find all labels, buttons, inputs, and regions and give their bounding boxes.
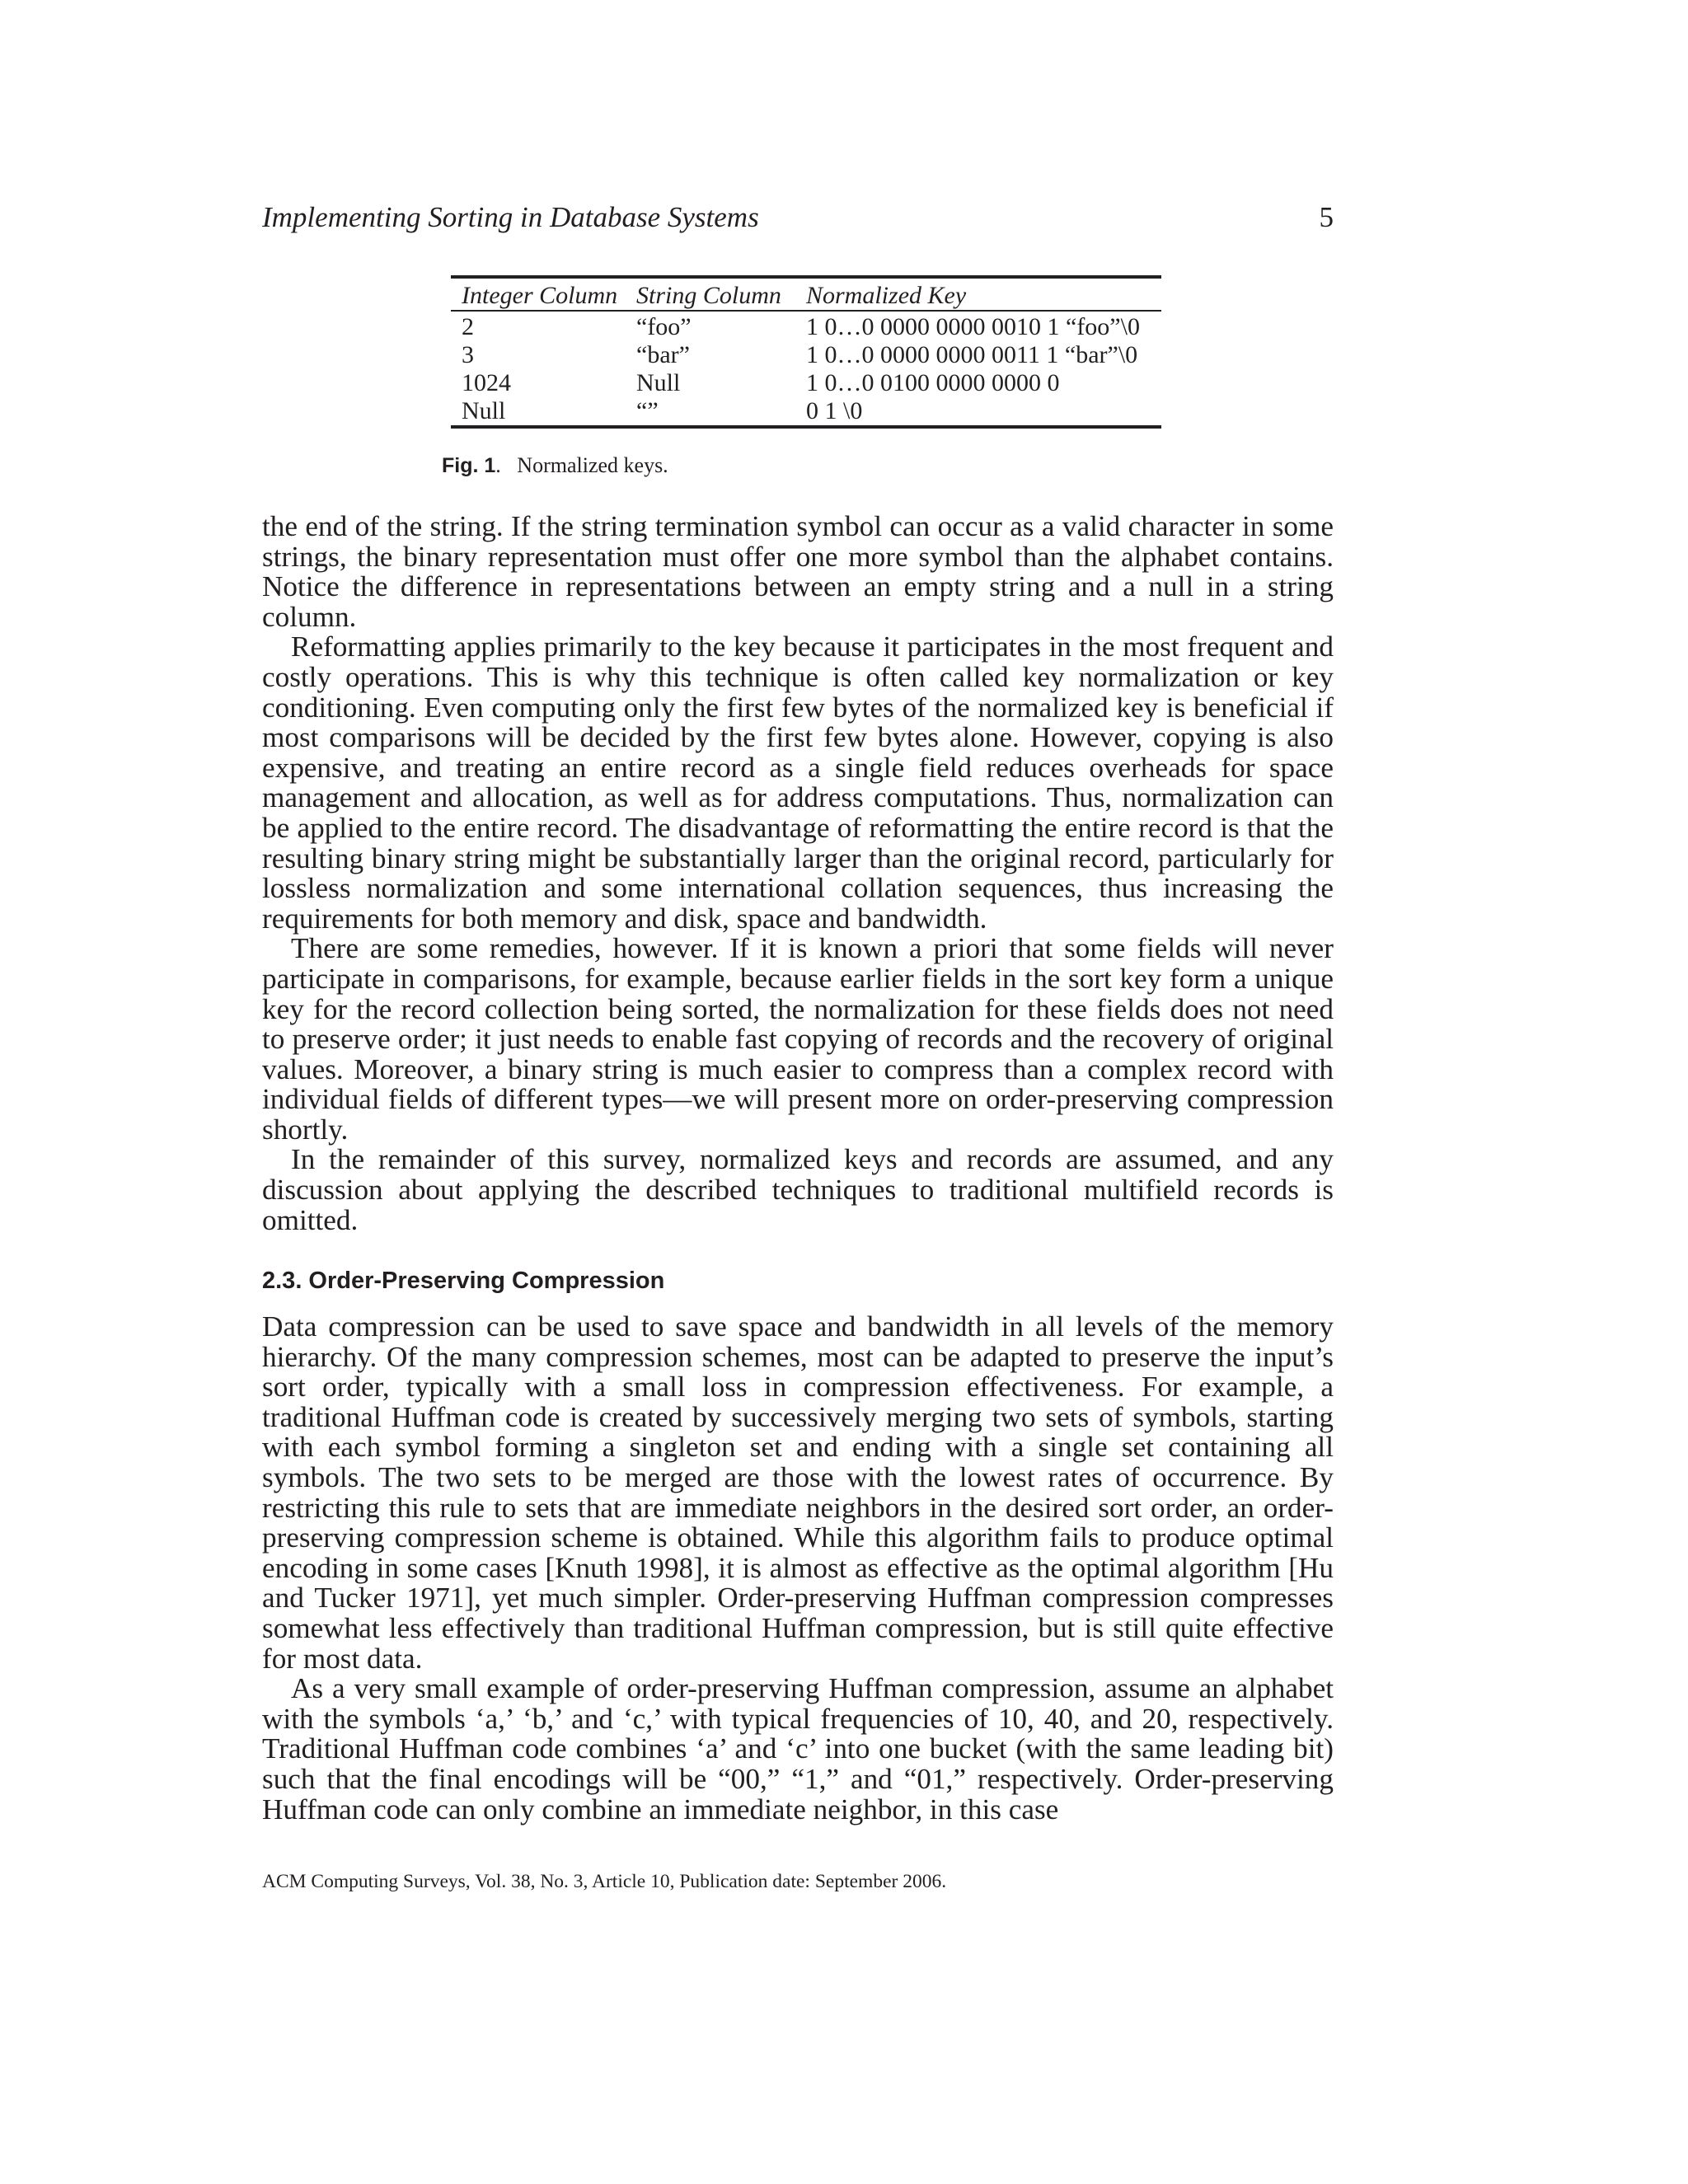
paragraph: There are some remedies, however. If it is known a priori that some fields will never participate in comparisons, for example, because earlier fields in the sort key form a unique key for the record collection being sorted, the normalization for these fields does not need to preserve order; it just needs to enable fast copying of records and the recovery of original values. Moreover, a binary string is much easier to compress than a complex record with individual fields of different types—we will present more on order-preserving compression shortly. — [262, 932, 1334, 1146]
page-number: 5 — [1319, 201, 1334, 233]
normalized-keys-table — [451, 275, 1161, 429]
table-cell: “” — [636, 397, 659, 424]
paragraph: Reformatting applies primarily to the key because it participates in the most frequent and costly operations. This is why this technique is often called key normalization or key conditioning. Even computing only the first few bytes of the normalized key is beneficial if most comparisons will be decided by the first few bytes alone. However, copying is also expensive, and treating an entire record as a single field reduces overheads for space management and allocation, as well as for address computations. Thus, normalization can be applied to the entire record. The disadvantage of reformatting the entire record is that the resulting binary string might be substantially larger than the original record, particularly for lossless normalization and some international collation sequences, thus increasing the requirements for both memory and disk, space and bandwidth. — [262, 630, 1334, 935]
table-cell: Null — [636, 369, 681, 396]
figure-caption-text: Normalized keys. — [517, 453, 668, 477]
table-header-row — [451, 279, 1161, 311]
paragraph: Data compression can be used to save space and bandwidth in all levels of the memory hierarchy. Of the many compression schemes, most can be adapted to preserve the input’s sort order, typically with a small loss in compression effectiveness. For example, a traditional Huffman code is created by successively merging two sets of symbols, starting with each symbol forming a singleton set and ending with a single set containing all symbols. The two sets to be merged are those with the lowest rates of occurrence. By restricting this rule to sets that are immediate neighbors in the desired sort order, an order-preserving compression scheme is obtained. While this algorithm fails to produce optimal encoding in some cases [Knuth 1998], it is almost as effective as the optimal algorithm [Hu and Tucker 1971], yet much simpler. Order-preserving Huffman compression compresses somewhat less effectively than traditional Huffman compression, but is still quite effective for most data. — [262, 1310, 1334, 1675]
paragraph: As a very small example of order-preserving Huffman compression, assume an alphabet with the symbols ‘a,’ ‘b,’ and ‘c,’ with typical frequencies of 10, 40, and 20, respectively. Traditional Huffman code combines ‘a’ and ‘c’ into one bucket (with the same leading bit) such that the final encodings will be “00,” “1,” and “01,” respectively. Order-preserving Huffman code can only combine an immediate neighbor, in this case — [262, 1672, 1334, 1825]
table-row — [451, 341, 1161, 369]
table-cell: “foo” — [636, 313, 692, 340]
table-cell: Null — [462, 397, 506, 424]
table-cell: 1024 — [462, 369, 511, 396]
table-row — [451, 397, 1161, 425]
table-row — [451, 369, 1161, 397]
column-header: Integer Column — [451, 279, 636, 311]
column-header: Normalized Key — [806, 279, 1161, 311]
paragraph: the end of the string. If the string termination symbol can occur as a valid character in some strings, the binary representation must offer one more symbol than the alphabet contains. Notice the difference in representations between an empty string and a null in a string column. — [262, 510, 1334, 633]
figure-label: Fig. 1 — [442, 454, 496, 477]
section-heading: 2.3. Order-Preserving Compression — [262, 1268, 665, 1294]
body-text-lower — [262, 1312, 1334, 1825]
table-cell: 3 — [462, 341, 474, 368]
table-cell: 1 0…0 0000 0000 0010 1 “foo”\0 — [806, 313, 1140, 340]
table-cell: “bar” — [636, 341, 690, 368]
table-cell: 1 0…0 0100 0000 0000 0 — [806, 369, 1060, 396]
table-row — [451, 311, 1161, 341]
paragraph: In the remainder of this survey, normalized keys and records are assumed, and any discussion about applying the described techniques to traditional multifield records is omitted. — [262, 1143, 1334, 1236]
column-header: String Column — [636, 279, 806, 311]
page-footer: ACM Computing Surveys, Vol. 38, No. 3, Article 10, Publication date: September 2006. — [262, 1871, 947, 1892]
running-title: Implementing Sorting in Database Systems — [262, 201, 759, 233]
figure-caption: Fig. 1. Normalized keys. — [442, 453, 668, 477]
table-cell: 2 — [462, 313, 474, 340]
running-header — [262, 201, 1334, 242]
table-cell: 1 0…0 0000 0000 0011 1 “bar”\0 — [806, 341, 1138, 368]
body-text-upper — [262, 512, 1334, 1235]
table-cell: 0 1 \0 — [806, 397, 863, 424]
